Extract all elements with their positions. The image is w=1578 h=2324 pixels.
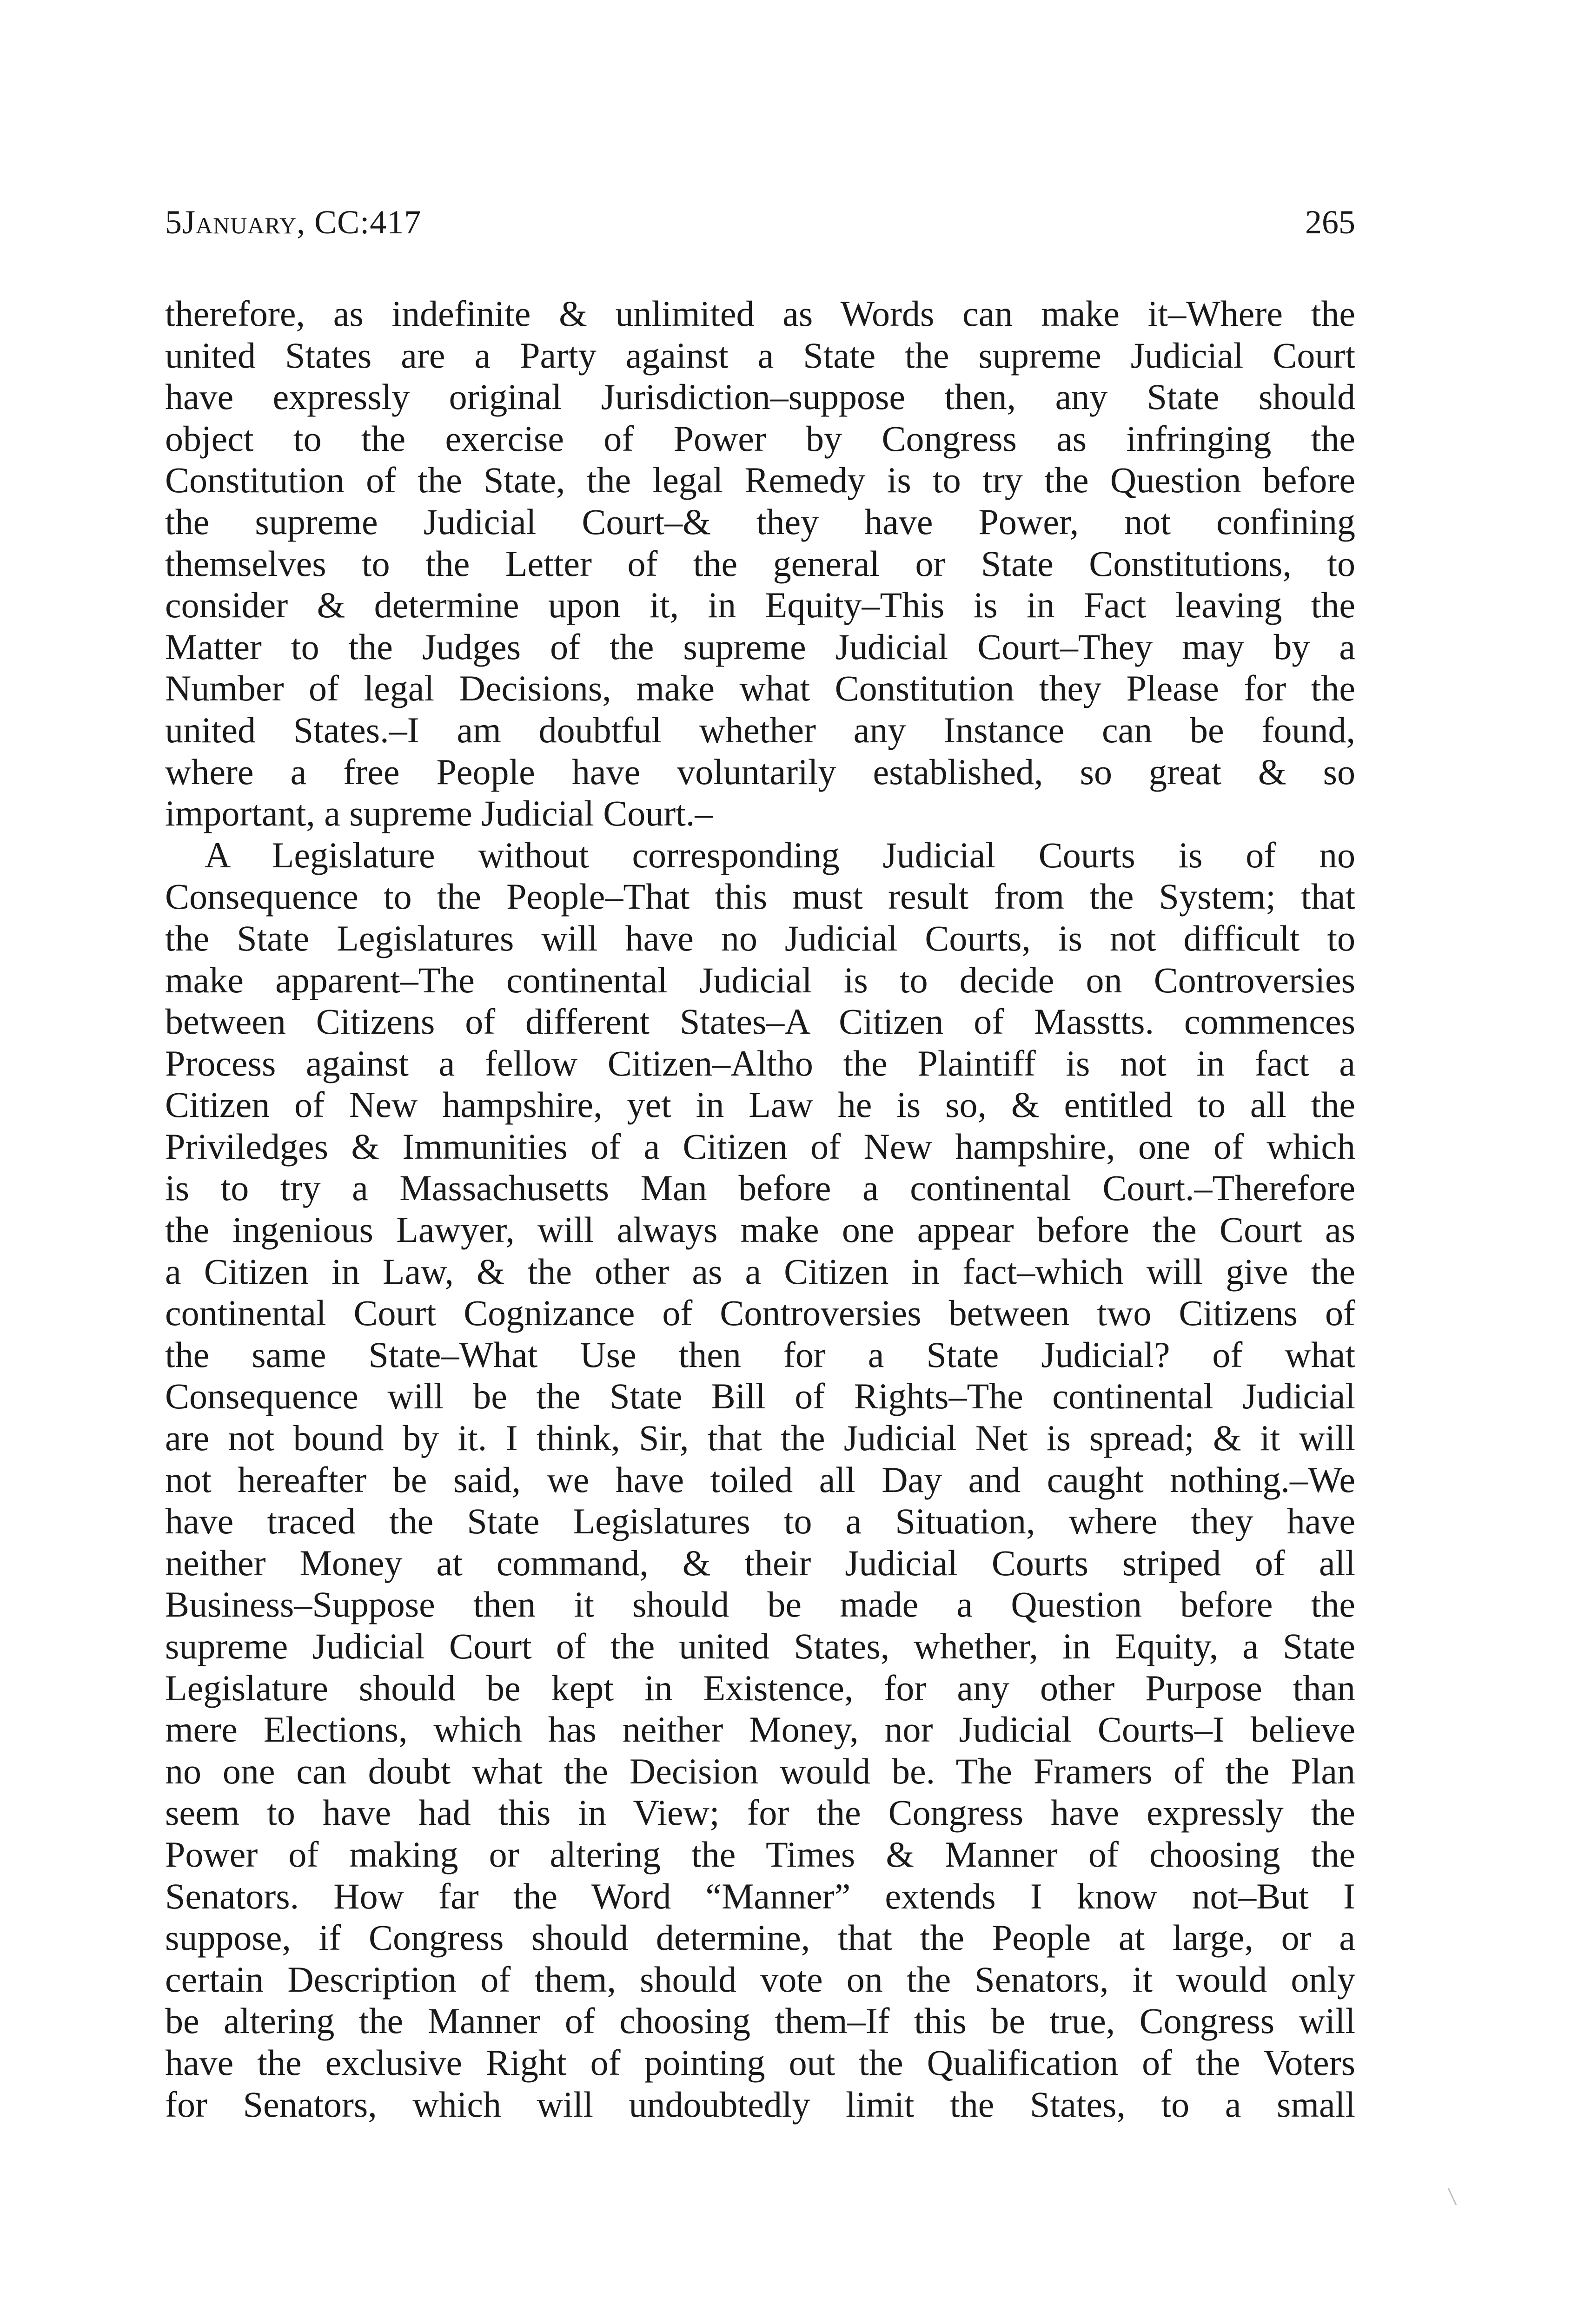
running-head-document-ref: , CC:417 [297,204,422,241]
text-line: object to the exercise of Power by Congress as infringing the [165,418,1355,459]
text-line: a Citizen in Law, & the other as a Citizen in fact–which will give the [165,1251,1355,1292]
text-line: Constitution of the State, the legal Remedy is to try the Question before [165,460,1355,501]
text-line: have the exclusive Right of pointing out the Qualification of the Voters [165,2042,1355,2083]
paragraph-start-line: A Legislature without corresponding Judicial Courts is of no [205,834,1355,875]
text-line: be altering the Manner of choosing them–If this be true, Congress will [165,2000,1355,2041]
text-line: Matter to the Judges of the supreme Judicial Court–They may by a [165,626,1355,667]
text-line: continental Court Cognizance of Controversies between two Citizens of [165,1293,1355,1334]
text-line: are not bound by it. I think, Sir, that the Judicial Net is spread; & it will [165,1418,1355,1459]
text-line: Citizen of New hampshire, yet in Law he is so, & entitled to all the [165,1084,1355,1125]
text-line: Senators. How far the Word “Manner” extends I know not–But I [165,1875,1355,1916]
scan-speck [1448,2188,1457,2205]
text-line: no one can doubt what the Decision would be. The Framers of the Plan [165,1750,1355,1791]
text-line: Power of making or altering the Times & Manner of choosing the [165,1834,1355,1875]
text-line: Consequence will be the State Bill of Rights–The continental Judicial [165,1376,1355,1417]
running-head-month: January [182,204,297,241]
text-line: the same State–What Use then for a State Judicial? of what [165,1334,1355,1375]
text-line: where a free People have voluntarily established, so great & so [165,751,1355,792]
text-line: not hereafter be said, we have toiled all Day and caught nothing.–We [165,1459,1355,1500]
text-line: certain Description of them, should vote on the Senators, it would only [165,1959,1355,2000]
text-line: therefore, as indefinite & unlimited as Words can make it–Where the [165,293,1355,334]
text-line: Number of legal Decisions, make what Constitution they Please for the [165,668,1355,709]
text-line: make apparent–The continental Judicial is to decide on Controversies [165,959,1355,1000]
running-head [165,194,1355,250]
text-line: neither Money at command, & their Judicial Courts striped of all [165,1542,1355,1583]
running-head-left [165,194,421,250]
running-head-day: 5 [165,204,182,241]
page-number: 265 [1305,204,1355,241]
text-line: supreme Judicial Court of the united States, whether, in Equity, a State [165,1626,1355,1666]
text-line: is to try a Massachusetts Man before a continental Court.–Therefore [165,1168,1355,1208]
text-line: Priviledges & Immunities of a Citizen of New hampshire, one of which [165,1126,1355,1167]
text-line: the ingenious Lawyer, will always make one appear before the Court as [165,1209,1355,1250]
text-line: Process against a fellow Citizen–Altho the Plaintiff is not in fact a [165,1043,1355,1083]
text-line: the State Legislatures will have no Judicial Courts, is not difficult to [165,918,1355,958]
text-line: have expressly original Jurisdiction–suppose then, any State should [165,376,1355,417]
text-line: for Senators, which will undoubtedly limit the States, to a small [165,2084,1355,2125]
text-line: mere Elections, which has neither Money, nor Judicial Courts–I believe [165,1709,1355,1750]
text-line: have traced the State Legislatures to a Situation, where they have [165,1501,1355,1542]
text-line: suppose, if Congress should determine, that the People at large, or a [165,1917,1355,1958]
text-line: the supreme Judicial Court–& they have Power, not confining [165,501,1355,542]
paragraph-end-line: important, a supreme Judicial Court.– [165,793,713,834]
text-line: between Citizens of different States–A Citizen of Masstts. commences [165,1001,1355,1042]
body-text [165,293,1355,2125]
text-line: themselves to the Letter of the general or State Constitutions, to [165,543,1355,584]
text-line: consider & determine upon it, in Equity–This is in Fact leaving the [165,585,1355,626]
text-line: Consequence to the People–That this must result from the System; that [165,876,1355,917]
text-line: seem to have had this in View; for the Congress have expressly the [165,1792,1355,1833]
text-line: united States are a Party against a State the supreme Judicial Court [165,335,1355,376]
text-line: Legislature should be kept in Existence, for any other Purpose than [165,1667,1355,1708]
text-line: united States.–I am doubtful whether any Instance can be found, [165,709,1355,750]
text-line: Business–Suppose then it should be made a Question before the [165,1584,1355,1625]
